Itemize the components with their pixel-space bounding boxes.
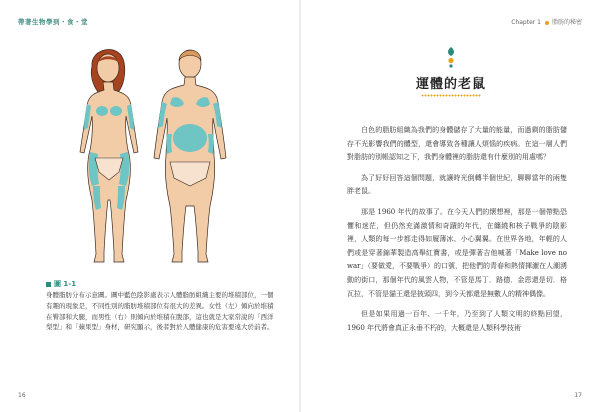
page-number-left: 16 <box>18 392 26 399</box>
right-page <box>301 0 600 412</box>
figure-label-text: 圖 1-1 <box>54 280 77 288</box>
figure-caption-text: 身體脂肪分布示意圖。圖中藍色陰影處表示人體脂肪組織主要的堆積部位，一個有趣的現象是，不同性別的脂肪堆積部位有很大的差異。女性（左）傾向於堆積在臀部和大腿，而男性（右）則傾向於堆積在腹部，這也就是大家常說的「西洋梨型」和「蘋果型」身材，研究顯示，後者對於人體健康的危害要遠大於前者。 <box>46 291 274 332</box>
running-head-chapter <box>511 17 582 26</box>
paragraph: 但是如果用過一百年、一千年，乃至到了人類文明的終點回望，1960 年代將會真正永垂不朽的，大概還是人類科學技術 <box>347 310 567 332</box>
section-ornament-icon <box>441 46 461 68</box>
female-fat-breast-left <box>96 106 108 116</box>
chapter-title: 脂肪的秘密 <box>551 19 582 26</box>
paragraph: 那是 1960 年代的故事了。在今天人們的懷想裡，那是一個帶點恐懼和迷茫，但仍然充滿激情和奇蹟的年代，在纏繞和核子戰爭的陰影裡，人類的每一步都走得如履薄冰、小心翼翼。在世界各地，年輕的人們或是穿著錦華製造高舉紅寶書，或是彈著吉他喊著「Make love no war」（要做愛，不要戰爭）的口號，把他們的青春和熱情揮灑在人潮湧動的街口，那個年代的風雲人物，不管是馬丁．路德．金恩還是切．格瓦拉，不管是貓王還是披頭四，到今天都還是無數人的精神偶像。 <box>347 207 568 298</box>
figure-caption <box>46 290 278 333</box>
figure-label <box>46 279 76 289</box>
female-figure <box>80 50 138 262</box>
male-fat-abdomen <box>173 124 207 152</box>
figure-label-marker <box>46 282 51 287</box>
title-dotted-rule <box>421 94 481 97</box>
body-text <box>347 124 567 342</box>
chapter-number: Chapter 1 <box>511 19 541 26</box>
female-fat-breast-right <box>110 106 122 116</box>
running-head-book-title: 帶著生物學到・食・堂 <box>18 18 88 26</box>
paragraph: 為了好好回答這個問題，就讓時光倒轉半個世紀，聊聊當年的兩隻胖老鼠。 <box>347 173 567 196</box>
body-fat-illustration <box>68 40 238 272</box>
paragraph: 白色的脂肪組織為我們的身體儲存了大量的能量，而過剩的脂肪儲存不光影響我們的體型，還會導致各種讓人煩惱的疾病。在這一層人們對脂肪的別帳認知之下，我們身體裡的脂肪還有什麼別的用處嗎？ <box>347 126 567 162</box>
left-page <box>0 0 299 412</box>
chapter-dot-icon <box>545 21 549 25</box>
section-title: 運體的老鼠 <box>415 77 486 92</box>
page-number-right: 17 <box>574 392 582 399</box>
male-figure <box>154 50 226 262</box>
